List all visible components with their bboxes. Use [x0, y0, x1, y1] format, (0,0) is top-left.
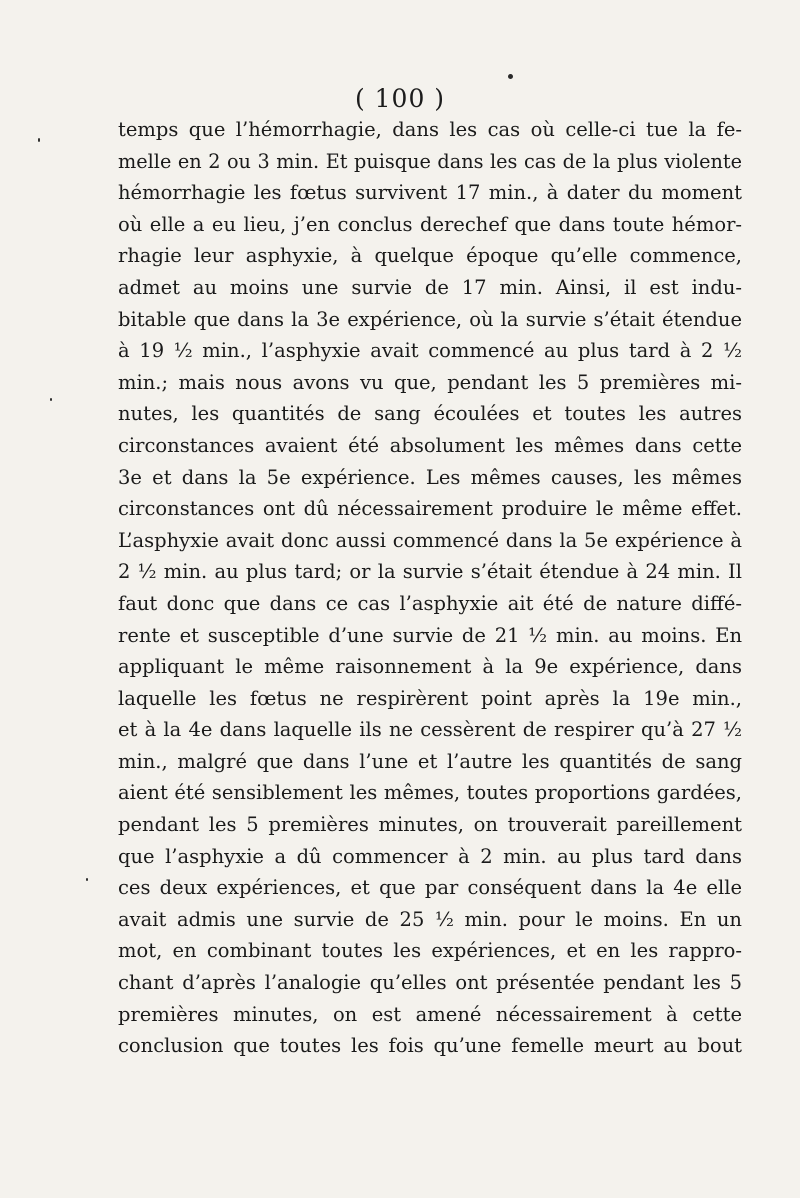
text-line: bitable que dans la 3e expérience, où la survie s’était étendue: [118, 307, 742, 331]
text-line: L’asphyxie avait donc aussi commencé dans la 5e expérience à: [118, 528, 742, 552]
text-line: nutes, les quantités de sang écoulées et toutes les autres: [118, 402, 742, 426]
ink-speck: [50, 398, 52, 401]
text-line: temps que l’hémorrhagie, dans les cas où celle-ci tue la fe-: [118, 118, 742, 141]
text-line: rente et susceptible d’une survie de 21 ½ min. au moins. En: [118, 623, 742, 647]
text-line: faut donc que dans ce cas l’asphyxie ait été de nature diffé-: [118, 591, 742, 615]
body-text: [118, 114, 742, 1062]
text-line: chant d’après l’analogie qu’elles ont présentée pendant les 5: [118, 971, 742, 995]
text-line: pendant les 5 premières minutes, on trouverait pareillement: [118, 813, 742, 837]
text-line: que l’asphyxie a dû commencer à 2 min. au plus tard dans: [118, 844, 742, 868]
ink-speck: [86, 878, 88, 881]
text-line: et à la 4e dans laquelle ils ne cessèrent de respirer qu’à 27 ½: [118, 718, 742, 742]
text-line: circonstances ont dû nécessairement produire le même effet.: [118, 497, 742, 521]
text-line: rhagie leur asphyxie, à quelque époque qu’elle commence,: [118, 244, 742, 268]
ink-speck: [38, 138, 40, 142]
text-line: conclusion que toutes les fois qu’une femelle meurt au bout: [118, 1034, 742, 1058]
text-line: admet au moins une survie de 17 min. Ainsi, il est indu-: [118, 275, 742, 299]
text-line: à 19 ½ min., l’asphyxie avait commencé au plus tard à 2 ½: [118, 339, 742, 363]
text-line: aient été sensiblement les mêmes, toutes proportions gardées,: [118, 781, 742, 805]
text-line: appliquant le même raisonnement à la 9e expérience, dans: [118, 655, 742, 679]
text-line: melle en 2 ou 3 min. Et puisque dans les cas de la plus violente: [118, 149, 742, 173]
text-line: premières minutes, on est amené nécessairement à cette: [118, 1002, 742, 1026]
text-line: 2 ½ min. au plus tard; or la survie s’était étendue à 24 min. Il: [118, 560, 742, 584]
text-line: 3e et dans la 5e expérience. Les mêmes causes, les mêmes: [118, 465, 742, 489]
text-line: où elle a eu lieu, j’en conclus derechef que dans toute hémor-: [118, 212, 742, 236]
text-line: ces deux expériences, et que par conséquent dans la 4e elle: [118, 876, 742, 900]
page-number: ( 100 ): [354, 84, 446, 113]
text-line: mot, en combinant toutes les expériences, et en les rappro-: [118, 939, 742, 963]
text-line: avait admis une survie de 25 ½ min. pour le moins. En un: [118, 907, 742, 931]
text-line: circonstances avaient été absolument les mêmes dans cette: [118, 433, 742, 457]
ink-speck: [508, 74, 513, 79]
text-line: min.; mais nous avons vu que, pendant les 5 premières mi-: [118, 370, 742, 394]
text-line: hémorrhagie les fœtus survivent 17 min., à dater du moment: [118, 181, 742, 205]
text-line: min., malgré que dans l’une et l’autre les quantités de sang: [118, 749, 742, 773]
text-line: laquelle les fœtus ne respirèrent point après la 19e min.,: [118, 686, 742, 710]
